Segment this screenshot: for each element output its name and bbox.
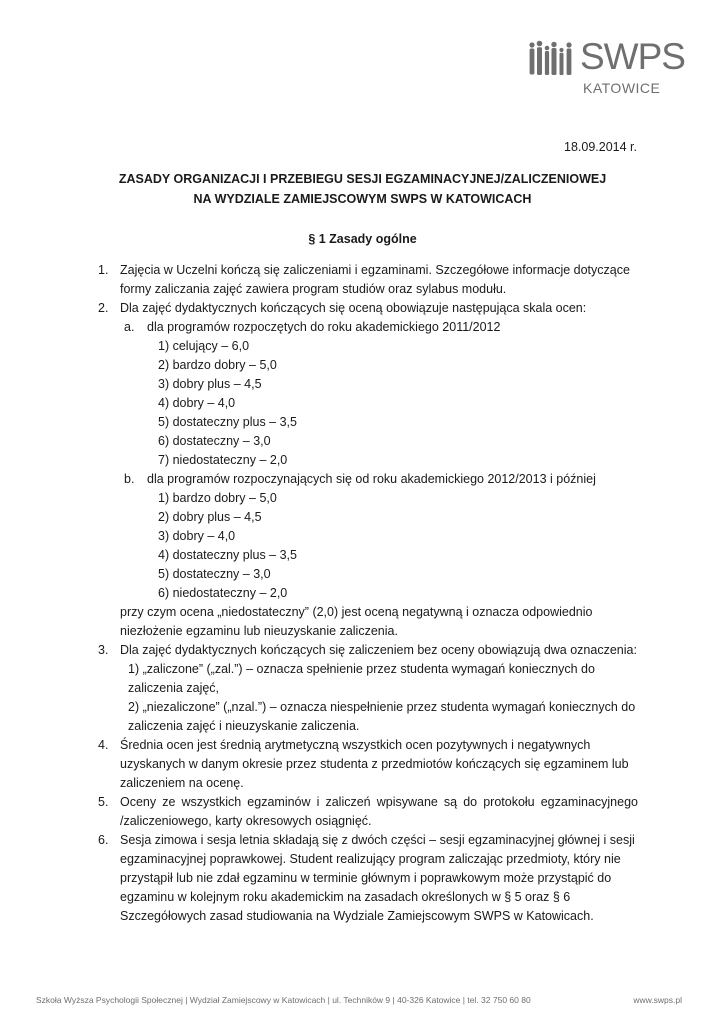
grade-item: 3) dobry – 4,0 bbox=[158, 529, 236, 543]
list-number: 3. bbox=[98, 643, 109, 657]
list-number: 1. bbox=[98, 263, 109, 277]
sublist-label: b. bbox=[124, 472, 135, 486]
list-item-text: Szczegółowych zasad studiowania na Wydziale Zamiejscowym SWPS w Katowicach. bbox=[120, 909, 594, 923]
list-item-text: Oceny ze wszystkich egzaminów i zaliczeń wpisywane są do protokołu egzaminacyjnego bbox=[120, 795, 638, 809]
document-title-line-2: NA WYDZIALE ZAMIEJSCOWYM SWPS W KATOWICACH bbox=[193, 192, 532, 206]
footer-address: Szkoła Wyższa Psychologii Społecznej | Wydział Zamiejscowy w Katowicach | ul. Techników 9 | 40-326 Katowice | tel. 32 750 60 80 bbox=[36, 995, 531, 1005]
document-title-line-1: ZASADY ORGANIZACJI I PRZEBIEGU SESJI EGZAMINACYJNEJ/ZALICZENIOWEJ bbox=[118, 172, 607, 186]
sublist-text: dla programów rozpoczynających się od roku akademickiego 2012/2013 i później bbox=[147, 472, 596, 486]
list-item-text: egzaminu w kolejnym roku akademickim na zasadach określonych w § 5 oraz § 6 bbox=[120, 890, 571, 904]
list-item-text: /zaliczeniowego, karty okresowych osiągnięć. bbox=[120, 814, 372, 828]
list-item-text: 1) „zaliczone” („zal.”) – oznacza spełnienie przez studenta wymagań koniecznych do bbox=[128, 662, 595, 676]
list-item-text: Zajęcia w Uczelni kończą się zaliczeniami i egzaminami. Szczegółowe informacje dotyczące bbox=[120, 263, 630, 277]
grade-item: 4) dobry – 4,0 bbox=[158, 396, 236, 410]
list-number: 2. bbox=[98, 301, 109, 315]
grade-item: 1) celujący – 6,0 bbox=[158, 339, 250, 353]
grade-item: 6) niedostateczny – 2,0 bbox=[158, 586, 288, 600]
list-item-text: przystąpił lub nie zdał egzaminu w terminie głównym i poprawkowym może przystąpić do bbox=[120, 871, 612, 885]
grade-item: 4) dostateczny plus – 3,5 bbox=[158, 548, 297, 562]
list-item-text: niezłożenie egzaminu lub nieuzyskanie zaliczenia. bbox=[120, 624, 398, 638]
logo-city: KATOWICE bbox=[583, 80, 661, 96]
list-item-text: zaliczeniem na ocenę. bbox=[120, 776, 244, 790]
grade-item: 5) dostateczny plus – 3,5 bbox=[158, 415, 297, 429]
grade-item: 2) bardzo dobry – 5,0 bbox=[158, 358, 277, 372]
grade-item: 6) dostateczny – 3,0 bbox=[158, 434, 271, 448]
grade-item: 7) niedostateczny – 2,0 bbox=[158, 453, 288, 467]
sublist-text: dla programów rozpoczętych do roku akademickiego 2011/2012 bbox=[147, 320, 501, 334]
list-number: 5. bbox=[98, 795, 109, 809]
grade-item: 5) dostateczny – 3,0 bbox=[158, 567, 271, 581]
list-number: 6. bbox=[98, 833, 109, 847]
footer-website-link[interactable]: www.swps.pl bbox=[633, 995, 682, 1005]
grade-item: 2) dobry plus – 4,5 bbox=[158, 510, 262, 524]
list-item-text: 2) „niezaliczone” („nzal.”) – oznacza niespełnienie przez studenta wymagań koniecznych do bbox=[128, 700, 636, 714]
section-heading: § 1 Zasady ogólne bbox=[308, 232, 417, 246]
list-item-text: Średnia ocen jest średnią arytmetyczną wszystkich ocen pozytywnych i negatywnych bbox=[120, 738, 591, 752]
list-item-text: uzyskanych w danym okresie przez studenta z przedmiotów kończących się egzaminem lub bbox=[120, 757, 629, 771]
people-silhouettes-icon bbox=[528, 40, 578, 76]
swps-logo bbox=[528, 38, 688, 100]
grade-item: 1) bardzo dobry – 5,0 bbox=[158, 491, 277, 505]
list-item-text: formy zaliczania zajęć zawiera program studiów oraz sylabus modułu. bbox=[120, 282, 507, 296]
list-item-text: zaliczenia zajęć i nieuzyskanie zaliczenia. bbox=[128, 719, 360, 733]
list-item-text: Sesja zimowa i sesja letnia składają się z dwóch części – sesji egzaminacyjnej głównej i sesji bbox=[120, 833, 635, 847]
grade-item: 3) dobry plus – 4,5 bbox=[158, 377, 262, 391]
list-item-text: Dla zajęć dydaktycznych kończących się zaliczeniem bez oceny obowiązują dwa oznaczenia: bbox=[120, 643, 637, 657]
list-item-text: przy czym ocena „niedostateczny” (2,0) jest oceną negatywną i oznacza odpowiednio bbox=[120, 605, 593, 619]
document-date: 18.09.2014 r. bbox=[564, 140, 637, 154]
list-number: 4. bbox=[98, 738, 109, 752]
sublist-label: a. bbox=[124, 320, 135, 334]
list-item-text: egzaminacyjnej poprawkowej. Student realizujący program zaliczając przedmioty, który nie bbox=[120, 852, 621, 866]
list-item-text: zaliczenia zajęć, bbox=[128, 681, 220, 695]
logo-wordmark: SWPS bbox=[580, 36, 685, 77]
list-item-text: Dla zajęć dydaktycznych kończących się oceną obowiązuje następująca skala ocen: bbox=[120, 301, 587, 315]
